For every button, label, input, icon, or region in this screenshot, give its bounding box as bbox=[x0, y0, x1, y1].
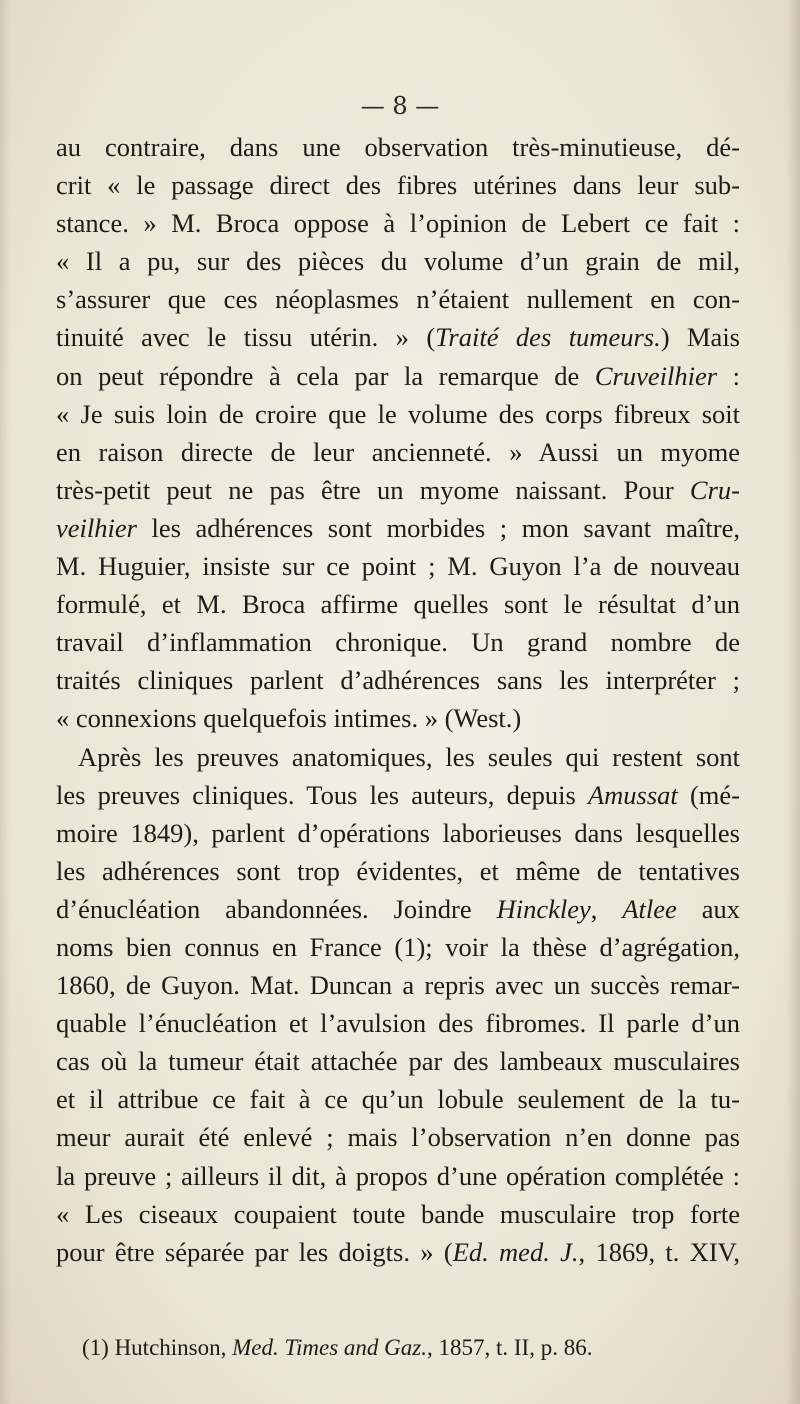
text-run: (mé- bbox=[677, 779, 740, 810]
body-text bbox=[56, 128, 740, 1271]
footnote-text-run: , 1857, t. II, p. 86. bbox=[427, 1335, 593, 1360]
footnote bbox=[82, 1335, 734, 1361]
text-run: formulé, et M. Broca affirme quelles sont le résultat d’un bbox=[56, 589, 740, 620]
text-run: crit « le passage direct des fibres utérines dans leur sub- bbox=[56, 170, 740, 201]
text-run: très-petit peut ne pas être un myome naissant. Pour bbox=[56, 474, 690, 505]
text-line bbox=[56, 738, 740, 776]
page-number: — 8 — bbox=[360, 92, 440, 120]
text-line bbox=[56, 204, 740, 242]
text-line bbox=[56, 166, 740, 204]
text-line bbox=[56, 852, 740, 890]
text-run: « connexions quelquefois intimes. » (West.) bbox=[56, 703, 522, 734]
text-line bbox=[56, 547, 740, 585]
text-line bbox=[56, 623, 740, 661]
text-line bbox=[56, 395, 740, 433]
text-run: au contraire, dans une observation très-minutieuse, dé- bbox=[56, 132, 740, 162]
italic-text: veilhier bbox=[56, 512, 137, 543]
text-line bbox=[56, 318, 740, 356]
text-line bbox=[56, 1004, 740, 1042]
text-line bbox=[56, 890, 740, 928]
text-run: traités cliniques parlent d’adhérences sans les interpréter ; bbox=[56, 665, 740, 696]
text-run: pour être séparée par les doigts. » ( bbox=[56, 1236, 453, 1267]
text-run: « Les ciseaux coupaient toute bande musculaire trop forte bbox=[56, 1198, 740, 1229]
text-run: , 1869, t. XIV, bbox=[578, 1236, 741, 1267]
italic-text: Amussat bbox=[587, 779, 678, 810]
text-line bbox=[56, 471, 740, 509]
text-run: quable l’énucléation et l’avulsion des fibromes. Il parle d’un bbox=[56, 1008, 740, 1039]
text-line bbox=[56, 966, 740, 1004]
text-line bbox=[56, 128, 740, 166]
text-line bbox=[56, 1233, 740, 1271]
text-run: « Je suis loin de croire que le volume des corps fibreux soit bbox=[56, 398, 740, 429]
text-run: les adhérences sont trop évidentes, et même de tentatives bbox=[56, 855, 740, 886]
footnote-italic-text: Med. Times and Gaz. bbox=[232, 1335, 427, 1360]
text-run: et il attribue ce fait à ce qu’un lobule seulement de la tu- bbox=[56, 1084, 740, 1115]
text-line bbox=[56, 280, 740, 318]
italic-text: Traité des tumeurs. bbox=[435, 322, 661, 353]
text-run: M. Huguier, insiste sur ce point ; M. Guyon l’a de nouveau bbox=[56, 551, 740, 582]
text-line bbox=[56, 661, 740, 699]
text-line bbox=[56, 814, 740, 852]
text-run: les preuves cliniques. Tous les auteurs, depuis bbox=[56, 779, 588, 810]
text-run: les adhérences sont morbides ; mon savant maître, bbox=[136, 512, 740, 543]
text-line bbox=[56, 776, 740, 814]
text-run: « Il a pu, sur des pièces du volume d’un grain de mil, bbox=[56, 246, 740, 277]
text-run: moire 1849), parlent d’opérations laborieuses dans lesquelles bbox=[56, 817, 740, 848]
text-line bbox=[56, 433, 740, 471]
footnote-text-run: (1) Hutchinson, bbox=[82, 1335, 233, 1360]
italic-text: Cru- bbox=[689, 474, 740, 505]
text-line bbox=[56, 1195, 740, 1233]
text-run: cas où la tumeur était attachée par des lambeaux musculaires bbox=[56, 1046, 740, 1077]
italic-text: Hinckley bbox=[496, 893, 591, 924]
text-run: travail d’inflammation chronique. Un grand nombre de bbox=[56, 627, 740, 658]
text-line bbox=[56, 242, 740, 280]
italic-text: Ed. med. J. bbox=[452, 1236, 579, 1267]
italic-text: Cruveilhier bbox=[594, 360, 718, 391]
italic-text: Atlee bbox=[622, 893, 677, 924]
text-run: en raison directe de leur ancienneté. » Aussi un myome bbox=[56, 436, 740, 467]
text-run: d’énucléation abandonnées. Joindre bbox=[56, 893, 497, 924]
text-run: meur aurait été enlevé ; mais l’observation n’en donne pas bbox=[56, 1122, 740, 1153]
text-run: 1860, de Guyon. Mat. Duncan a repris avec un succès remar- bbox=[56, 970, 740, 1001]
text-run: s’assurer que ces néoplasmes n’étaient nullement en con- bbox=[56, 284, 740, 315]
page-edge-left bbox=[0, 0, 10, 1404]
text-run: : bbox=[717, 360, 740, 391]
text-run: ) Mais bbox=[660, 322, 740, 353]
text-line bbox=[56, 1157, 740, 1195]
text-run: Après les preuves anatomiques, les seules qui restent sont bbox=[78, 741, 740, 772]
text-run: , bbox=[590, 893, 623, 924]
text-line bbox=[56, 585, 740, 623]
text-run: stance. » M. Broca oppose à l’opinion de Lebert ce fait : bbox=[56, 208, 740, 239]
text-run: on peut répondre à cela par la remarque de bbox=[56, 360, 595, 391]
text-line bbox=[56, 928, 740, 966]
text-line bbox=[56, 357, 740, 395]
text-line bbox=[56, 1042, 740, 1080]
text-line bbox=[56, 699, 740, 737]
text-run: tinuité avec le tissu utérin. » ( bbox=[56, 322, 436, 353]
text-line bbox=[56, 509, 740, 547]
text-run: la preuve ; ailleurs il dit, à propos d’une opération complétée : bbox=[56, 1160, 740, 1191]
page-edge-right bbox=[786, 0, 800, 1404]
text-run: noms bien connus en France (1); voir la thèse d’agrégation, bbox=[56, 931, 740, 962]
text-run: aux bbox=[676, 893, 740, 924]
text-line bbox=[56, 1080, 740, 1118]
text-line bbox=[56, 1118, 740, 1156]
